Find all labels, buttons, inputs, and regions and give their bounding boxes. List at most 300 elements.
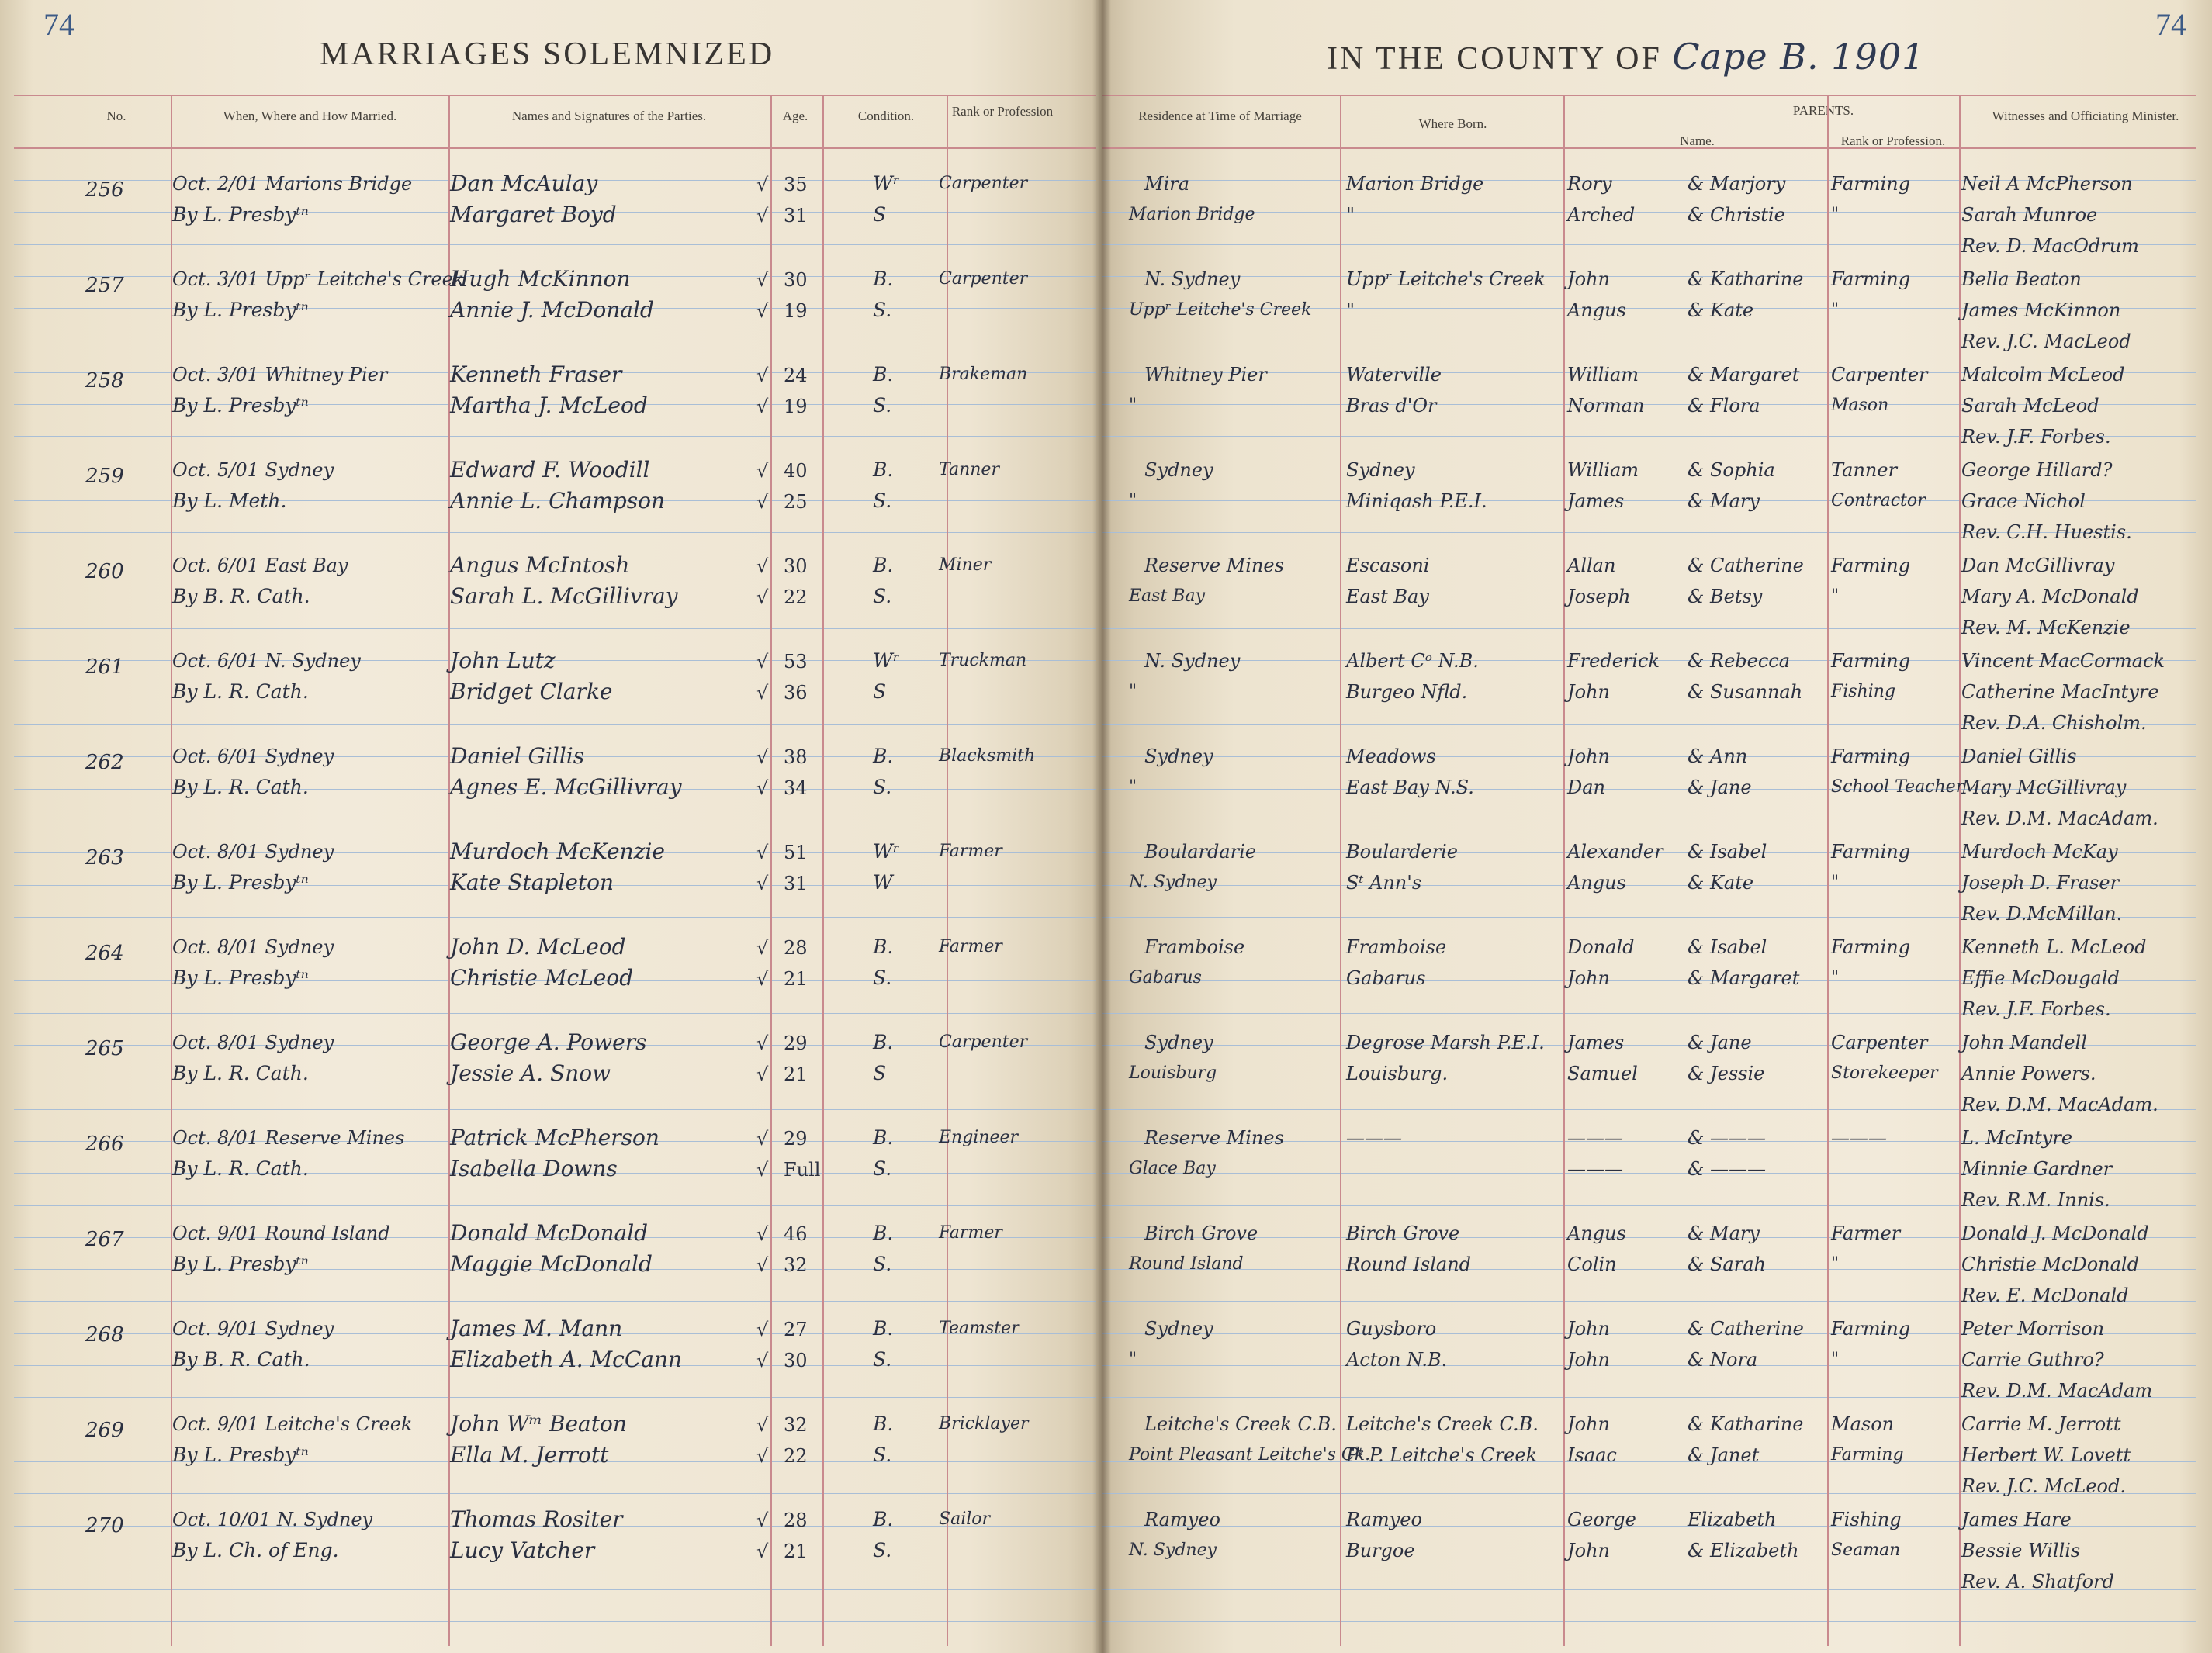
groom-father-name: Alexander [1567,841,1663,863]
witness-one: L. McIntyre [1961,1127,2073,1149]
groom-mother-name: & Rebecca [1688,650,1791,672]
entry-number: 268 [85,1323,124,1347]
groom-birthplace: Boularderie [1346,841,1458,863]
bride-mother-name: & ——— [1688,1158,1766,1180]
bride-mother-name: & Elizabeth [1688,1540,1799,1561]
groom-age: 29 [784,1128,808,1150]
book-gutter [1092,0,1111,1653]
marriage-method: By L. R. Cath. [172,680,309,703]
groom-condition: B. [873,1031,894,1053]
ledger-line [14,436,1096,437]
bride-condition: S. [873,1253,892,1275]
bride-birthplace: Pᵗ P. Leitche's Creek [1346,1444,1538,1466]
officiating-minister: Rev. J.F. Forbes. [1961,998,2111,1020]
groom-age: 27 [784,1319,808,1340]
witness-two: Mary A. McDonald [1961,586,2139,607]
bride-mother-name: & Mary [1688,490,1760,512]
entry-number: 260 [85,560,124,583]
groom-name: Hugh McKinnon [450,266,631,292]
bride-mother-name: & Kate [1688,872,1754,894]
groom-father-profession: Farming [1831,555,1911,576]
groom-name: Angus McIntosh [450,552,630,578]
officiating-minister: Rev. D.A. Chisholm. [1961,712,2147,734]
age-check-mark: √ [756,269,769,291]
age-check-mark: √ [756,460,769,482]
groom-profession: Sailor [939,1509,991,1529]
header-witnesses: Witnesses and Officiating Minister. [1992,109,2179,123]
bride-mother-name: & Jessie [1688,1063,1765,1084]
officiating-minister: Rev. D.McMillan. [1961,903,2123,925]
header-when: When, Where and How Married. [223,109,397,123]
bride-birthplace: East Bay [1346,586,1429,607]
entry-number: 265 [85,1037,124,1060]
groom-birthplace: ——— [1346,1127,1402,1149]
bride-father-name: Colin [1567,1254,1617,1275]
column-rule [1959,95,1961,1646]
marriage-date-place: Oct. 9/01 Round Island [172,1222,390,1244]
groom-mother-name: & ——— [1688,1127,1766,1149]
groom-father-profession: Carpenter [1831,1032,1928,1053]
bride-father-profession: " [1831,1350,1840,1369]
groom-mother-name: & Mary [1688,1222,1760,1244]
witness-one: Daniel Gillis [1961,745,2077,767]
groom-father-profession: Farming [1831,936,1911,958]
header-top-rule [14,95,1096,96]
header-rank: Rank or Profession [951,104,1054,119]
header-residence: Residence at Time of Marriage [1138,109,1302,123]
groom-mother-name: & Marjory [1688,173,1786,195]
groom-profession: Farmer [939,1223,1002,1243]
groom-mother-name: & Sophia [1688,459,1775,481]
groom-mother-name: & Isabel [1688,936,1767,958]
groom-father-profession: Farmer [1831,1222,1901,1244]
officiating-minister: Rev. E. McDonald [1961,1285,2129,1306]
bride-residence: " [1129,777,1137,797]
ledger-line [14,724,1096,725]
age-check-mark: √ [756,777,769,799]
age-check-mark: √ [756,1128,769,1150]
bride-name: Ella M. Jerrott [450,1442,609,1468]
witness-one: Carrie M. Jerrott [1961,1413,2121,1435]
groom-residence: Whitney Pier [1144,364,1267,386]
groom-mother-name: & Isabel [1688,841,1767,863]
bride-father-name: James [1567,490,1625,512]
groom-father-name: ——— [1567,1127,1623,1149]
groom-birthplace: Escasoni [1346,555,1430,576]
groom-residence: Leitche's Creek C.B. [1144,1413,1337,1435]
marriage-date-place: Oct. 6/01 N. Sydney [172,650,361,672]
bride-residence: " [1129,1350,1137,1369]
bride-condition: W [873,871,893,894]
witness-one: Malcolm McLeod [1961,364,2125,386]
page-title-right [1327,36,1925,78]
bride-father-name: Dan [1567,776,1606,798]
entry-number: 263 [85,846,124,870]
entry-number: 259 [85,465,124,488]
marriage-date-place: Oct. 3/01 Whitney Pier [172,364,388,386]
bride-age: 22 [784,586,808,608]
groom-father-profession: Farming [1831,841,1911,863]
bride-father-name: Isaac [1567,1444,1617,1466]
bride-name: Sarah L. McGillivray [450,583,678,609]
groom-residence: N. Sydney [1144,650,1241,672]
age-check-mark: √ [756,1509,769,1531]
groom-father-profession: Farming [1831,1318,1911,1340]
bride-age: 21 [784,1541,808,1562]
groom-condition: B. [873,1317,894,1340]
header-age: Age. [782,109,808,123]
groom-birthplace: Sydney [1346,459,1415,481]
bride-condition: S [873,203,887,226]
age-check-mark: √ [756,1319,769,1340]
bride-birthplace: Louisburg. [1346,1063,1449,1084]
groom-mother-name: & Catherine [1688,1318,1804,1340]
groom-father-name: John [1567,1413,1610,1435]
officiating-minister: Rev. J.C. McLeod. [1961,1475,2126,1497]
marriage-method: By L. R. Cath. [172,1157,309,1180]
header-condition: Condition. [857,109,915,123]
bride-father-name: ——— [1567,1158,1623,1180]
header-top-rule [1102,95,2196,96]
groom-profession: Teamster [939,1319,1019,1338]
groom-profession: Miner [939,555,992,575]
left-page [0,0,1102,1653]
bride-name: Elizabeth A. McCann [450,1347,683,1372]
age-check-mark: √ [756,651,769,673]
entry-number: 256 [85,178,124,202]
bride-age: 30 [784,1350,808,1371]
bride-condition: S. [873,394,892,417]
groom-name: Kenneth Fraser [450,361,622,387]
groom-age: 38 [784,746,808,768]
entry-number: 262 [85,751,124,774]
witness-two: Sarah McLeod [1961,395,2099,417]
witness-one: John Mandell [1961,1032,2087,1053]
groom-father-profession: Farming [1831,745,1911,767]
groom-birthplace: Marion Bridge [1346,173,1484,195]
groom-name: John Wᵐ Beaton [450,1411,627,1437]
groom-age: 24 [784,365,808,386]
column-rule [1827,95,1829,1646]
bride-father-name: Angus [1567,872,1626,894]
bride-mother-name: & Susannah [1688,681,1803,703]
bride-father-profession: " [1831,205,1840,224]
marriage-method: By L. Meth. [172,489,287,512]
groom-condition: Wʳ [873,840,900,863]
groom-father-profession: Tanner [1831,459,1898,481]
officiating-minister: Rev. A. Shatford [1961,1571,2114,1592]
bride-father-profession: Contractor [1831,491,1926,510]
groom-father-profession: ——— [1831,1127,1887,1149]
groom-name: John Lutz [450,648,556,673]
groom-age: 28 [784,1509,808,1531]
witness-two: Sarah Munroe [1961,204,2098,226]
officiating-minister: Rev. D.M. MacAdam [1961,1380,2153,1402]
header-bottom-rule [14,147,1096,149]
groom-residence: Birch Grove [1144,1222,1258,1244]
entry-number: 270 [85,1514,124,1537]
marriage-date-place: Oct. 3/01 Uppʳ Leitche's Creek [172,268,465,290]
groom-birthplace: Meadows [1346,745,1436,767]
marriage-date-place: Oct. 8/01 Reserve Mines [172,1127,405,1149]
witness-two: Catherine MacIntyre [1961,681,2159,703]
bride-father-profession: Mason [1831,396,1889,415]
column-rule [1340,95,1341,1646]
groom-father-name: Angus [1567,1222,1626,1244]
witness-two: Minnie Gardner [1961,1158,2113,1180]
marriage-date-place: Oct. 9/01 Leitche's Creek [172,1413,413,1435]
bride-name: Lucy Vatcher [450,1537,595,1563]
groom-father-name: John [1567,745,1610,767]
groom-condition: B. [873,935,894,958]
witness-one: Peter Morrison [1961,1318,2105,1340]
groom-profession: Blacksmith [939,746,1036,766]
groom-name: Donald McDonald [450,1220,649,1246]
officiating-minister: Rev. C.H. Huestis. [1961,521,2132,543]
bride-condition: S. [873,967,892,989]
witness-one: Bella Beaton [1961,268,2082,290]
marriage-date-place: Oct. 6/01 Sydney [172,745,334,767]
groom-condition: Wʳ [873,649,900,672]
bride-birthplace: Acton N.B. [1346,1349,1448,1371]
groom-name: Dan McAulay [450,171,598,196]
ledger-line [14,1013,1096,1014]
groom-profession: Bricklayer [939,1414,1029,1433]
bride-birthplace: Burgoe [1346,1540,1415,1561]
bride-father-name: Samuel [1567,1063,1638,1084]
witness-one: Neil A McPherson [1961,173,2133,195]
bride-residence: " [1129,396,1137,415]
groom-mother-name: & Katharine [1688,268,1804,290]
bride-residence: Round Island [1129,1254,1244,1274]
bride-name: Jessie A. Snow [450,1060,611,1086]
marriage-method: By L. Ch. of Eng. [172,1539,339,1561]
entry-number: 257 [85,274,124,297]
witness-two: Mary McGillivray [1961,776,2127,798]
bride-residence: N. Sydney [1129,873,1217,892]
header-bottom-rule [1102,147,2196,149]
bride-father-name: Angus [1567,299,1626,321]
bride-age: 31 [784,205,808,227]
marriage-method: By L. Presbyᵗⁿ [172,871,309,894]
bride-father-name: Norman [1567,395,1645,417]
groom-name: Patrick McPherson [450,1125,659,1150]
bride-residence: Uppʳ Leitche's Creek [1129,300,1312,320]
header-names: Names and Signatures of the Parties. [511,109,707,123]
marriage-method: By L. R. Cath. [172,776,309,798]
groom-father-name: William [1567,459,1639,481]
marriage-method: By L. Presbyᵗⁿ [172,394,309,417]
marriage-date-place: Oct. 6/01 East Bay [172,555,348,576]
groom-father-profession: Mason [1831,1413,1895,1435]
column-rule [822,95,824,1646]
bride-mother-name: & Janet [1688,1444,1760,1466]
groom-father-profession: Fishing [1831,1509,1902,1530]
column-rule [1563,95,1565,1646]
groom-name: Edward F. Woodill [450,457,650,482]
groom-father-name: James [1567,1032,1625,1053]
groom-age: 53 [784,651,808,673]
groom-condition: B. [873,1126,894,1149]
groom-birthplace: Uppʳ Leitche's Creek [1346,268,1546,290]
bride-father-profession: Seaman [1831,1541,1901,1560]
marriage-date-place: Oct. 2/01 Marions Bridge [172,173,413,195]
bride-name: Margaret Boyd [450,202,617,227]
marriage-method: By L. Presbyᵗⁿ [172,1253,309,1275]
witness-one: Dan McGillivray [1961,555,2115,576]
ledger-line [14,1301,1096,1302]
groom-father-profession: Farming [1831,650,1911,672]
age-check-mark: √ [756,968,769,990]
marriage-method: By B. R. Cath. [172,1348,310,1371]
groom-age: 46 [784,1223,808,1245]
groom-age: 28 [784,937,808,959]
groom-birthplace: Degrose Marsh P.E.I. [1346,1032,1545,1053]
groom-father-name: Allan [1567,555,1616,576]
bride-father-name: John [1567,967,1610,989]
entry-number: 264 [85,942,124,965]
header-parents: PARENTS. [1792,103,1854,118]
marriage-method: By L. Presbyᵗⁿ [172,967,309,989]
bride-name: Bridget Clarke [450,679,613,704]
groom-residence: N. Sydney [1144,268,1241,290]
age-check-mark: √ [756,491,769,513]
groom-father-name: Donald [1567,936,1635,958]
age-check-mark: √ [756,1445,769,1467]
groom-birthplace: Framboise [1346,936,1447,958]
bride-residence: Marion Bridge [1129,205,1255,224]
age-check-mark: √ [756,682,769,704]
officiating-minister: Rev. J.F. Forbes. [1961,426,2111,448]
witness-two: Christie McDonald [1961,1254,2139,1275]
ledger-line [14,917,1096,918]
marriage-date-place: Oct. 5/01 Sydney [172,459,334,481]
groom-name: Thomas Rositer [450,1506,623,1532]
groom-residence: Boulardarie [1144,841,1257,863]
bride-birthplace: Gabarus [1346,967,1426,989]
groom-residence: Sydney [1144,1032,1213,1053]
right-page [1102,0,2212,1653]
groom-mother-name: & Margaret [1688,364,1800,386]
bride-father-profession: " [1831,1254,1840,1274]
county-handwritten: Cape B. 1901 [1672,36,1926,78]
bride-residence: N. Sydney [1129,1541,1217,1560]
groom-name: George A. Powers [450,1029,647,1055]
witness-two: Annie Powers. [1961,1063,2096,1084]
bride-father-profession: Farming [1831,1445,1904,1465]
groom-age: 30 [784,555,808,577]
age-check-mark: √ [756,365,769,386]
bride-birthplace: Round Island [1346,1254,1472,1275]
bride-age: 25 [784,491,808,513]
age-check-mark: √ [756,1414,769,1436]
marriage-date-place: Oct. 10/01 N. Sydney [172,1509,373,1530]
bride-condition: S. [873,776,892,798]
witness-one: Murdoch McKay [1961,841,2118,863]
witness-two: Joseph D. Fraser [1961,872,2120,894]
ledger-line [14,244,1096,245]
bride-father-name: John [1567,1349,1610,1371]
bride-age: 32 [784,1254,808,1276]
groom-residence: Reserve Mines [1144,555,1284,576]
column-rule [770,95,772,1646]
bride-name: Agnes E. McGillivray [450,774,682,800]
ledger-line [14,1109,1096,1110]
age-check-mark: √ [756,1159,769,1181]
bride-name: Annie L. Champson [450,488,665,514]
age-check-mark: √ [756,873,769,894]
bride-mother-name: & Christie [1688,204,1785,226]
groom-residence: Sydney [1144,459,1213,481]
witness-two: Bessie Willis [1961,1540,2081,1561]
header-no: No. [106,109,126,123]
groom-birthplace: Ramyeo [1346,1509,1422,1530]
groom-condition: B. [873,458,894,481]
groom-age: 40 [784,460,808,482]
bride-father-profession: " [1831,300,1840,320]
age-check-mark: √ [756,1541,769,1562]
bride-name: Christie McLeod [450,965,634,991]
groom-father-name: George [1567,1509,1636,1530]
groom-age: 30 [784,269,808,291]
bride-birthplace: Miniqash P.E.I. [1346,490,1487,512]
ledger-line [14,1589,1096,1590]
groom-name: John D. McLeod [450,934,626,960]
marriage-date-place: Oct. 8/01 Sydney [172,1032,334,1053]
groom-condition: Wʳ [873,172,900,195]
bride-age: 36 [784,682,808,704]
groom-profession: Carpenter [939,269,1028,289]
bride-father-profession: " [1831,873,1840,892]
bride-age: 21 [784,968,808,990]
page-title-left: MARRIAGES SOLEMNIZED [320,36,775,72]
bride-residence: Louisburg [1129,1063,1217,1083]
groom-birthplace: Guysboro [1346,1318,1437,1340]
bride-condition: S. [873,1348,892,1371]
bride-father-profession: " [1831,968,1840,987]
bride-age: 21 [784,1063,808,1085]
groom-mother-name: & Catherine [1688,555,1804,576]
bride-condition: S. [873,299,892,321]
witness-two: Herbert W. Lovett [1961,1444,2131,1466]
bride-condition: S. [873,1157,892,1180]
groom-mother-name: & Ann [1688,745,1748,767]
age-check-mark: √ [756,396,769,417]
groom-birthplace: Leitche's Creek C.B. [1346,1413,1539,1435]
ledger-line [14,1493,1096,1494]
age-check-mark: √ [756,174,769,195]
groom-birthplace: Albert Cᵒ N.B. [1346,650,1479,672]
marriage-date-place: Oct. 9/01 Sydney [172,1318,334,1340]
witness-one: Vincent MacCormack [1961,650,2165,672]
marriage-method: By B. R. Cath. [172,585,310,607]
header-born: Where Born. [1418,116,1487,131]
marriage-method: By L. R. Cath. [172,1062,309,1084]
bride-age: 34 [784,777,808,799]
bride-father-name: Joseph [1567,586,1631,607]
groom-profession: Engineer [939,1128,1019,1147]
bride-residence: Gabarus [1129,968,1202,987]
age-check-mark: √ [756,1350,769,1371]
age-check-mark: √ [756,1223,769,1245]
entry-number: 269 [85,1419,124,1442]
bride-birthplace: East Bay N.S. [1346,776,1474,798]
groom-profession: Farmer [939,937,1002,956]
age-check-mark: √ [756,300,769,322]
bride-age: 31 [784,873,808,894]
bride-mother-name: & Sarah [1688,1254,1766,1275]
ledger-line [14,532,1096,533]
